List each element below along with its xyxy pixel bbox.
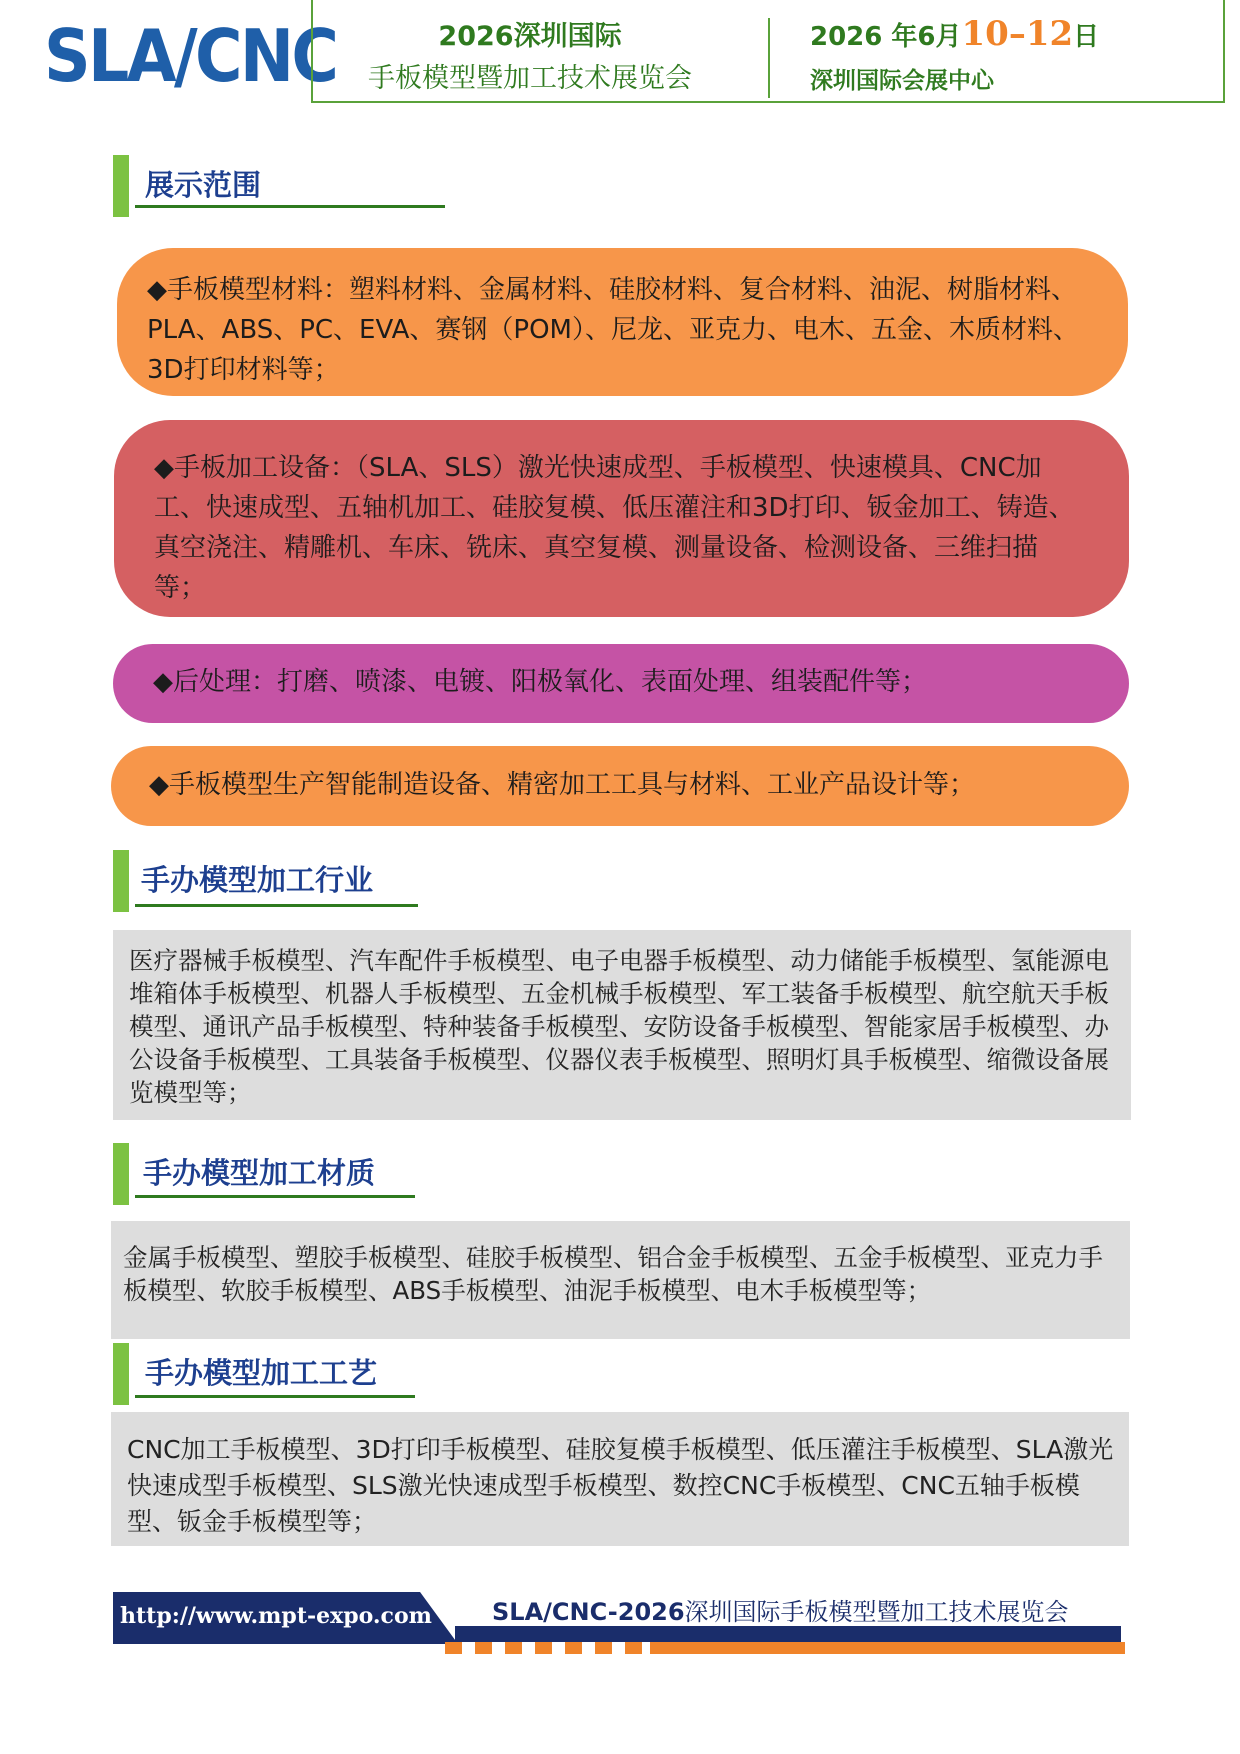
header-divider [768,18,770,98]
scope-item-materials: ◆手板模型材料：塑料材料、金属材料、硅胶材料、复合材料、油泥、树脂材料、PLA、ABS、PC、EVA、赛钢（POM）、尼龙、亚克力、电木、五金、木质材料、3D打印材料等； [117,248,1128,396]
expo-date [810,14,1099,54]
footer-orange-squares [445,1642,1125,1654]
heading-underline [135,1195,415,1198]
heading-accent-bar [113,1343,129,1405]
heading-underline [135,904,418,907]
section-title: 展示范围 [145,168,262,202]
section-title: 手办模型加工材质 [143,1156,376,1190]
date-prefix: 2026 年6月 [810,22,962,52]
footer-square [445,1642,462,1654]
footer-url[interactable]: http://www.mpt-expo.com [120,1603,432,1629]
footer-square [625,1642,642,1654]
process-content: CNC加工手板模型、3D打印手板模型、硅胶复模手板模型、低压灌注手板模型、SLA激光快速成型手板模型、SLS激光快速成型手板模型、数控CNC手板模型、CNC五轴手板模型、钣金手板模型等； [111,1412,1129,1546]
footer-square [535,1642,552,1654]
expo-title-line1: 2026深圳国际 [438,21,622,52]
heading-accent-bar [113,850,129,912]
scope-item-equipment: ◆手板加工设备：（SLA、SLS）激光快速成型、手板模型、快速模具、CNC加工、快速成型、五轴机加工、硅胶复模、低压灌注和3D打印、钣金加工、铸造、真空浇注、精雕机、车床、铣床、真空复模、测量设备、检测设备、三维扫描等； [114,420,1129,617]
heading-underline [135,205,445,208]
footer-title-rest: 深圳国际手板模型暨加工技术展览会 [684,1598,1069,1626]
material-content: 金属手板模型、塑胶手板模型、硅胶手板模型、铝合金手板模型、五金手板模型、亚克力手板模型、软胶手板模型、ABS手板模型、油泥手板模型、电木手板模型等； [111,1221,1130,1339]
date-suffix: 日 [1073,22,1100,52]
scope-item-smart-manufacturing: ◆手板模型生产智能制造设备、精密加工工具与材料、工业产品设计等； [111,746,1129,826]
section-heading-industry [113,850,433,912]
section-heading-scope [113,155,343,217]
footer-square [505,1642,522,1654]
section-title: 手办模型加工工艺 [145,1356,378,1390]
expo-title-line2: 手板模型暨加工技术展览会 [368,63,692,94]
industry-content: 医疗器械手板模型、汽车配件手板模型、电子电器手板模型、动力储能手板模型、氢能源电堆箱体手板模型、机器人手板模型、五金机械手板模型、军工装备手板模型、航空航天手板模型、通讯产品手板模型、特种装备手板模型、安防设备手板模型、智能家居手板模型、办公设备手板模型、工具装备手板模型、仪器仪表手板模型、照明灯具手板模型、缩微设备展览模型等； [113,930,1131,1120]
section-heading-process [113,1343,433,1405]
date-days: 10–12 [961,14,1074,54]
footer-orange-strip [650,1642,1125,1654]
section-heading-material [113,1143,433,1205]
scope-item-post-processing: ◆后处理：打磨、喷漆、电镀、阳极氧化、表面处理、组装配件等； [113,644,1129,723]
section-title: 手办模型加工行业 [141,863,374,897]
footer-title [492,1592,1069,1627]
heading-underline [135,1395,415,1398]
footer-title-brand: SLA/CNC-2026 [492,1598,685,1626]
logo: SLA/CNC [44,14,337,98]
expo-venue: 深圳国际会展中心 [810,68,994,94]
footer-square [595,1642,612,1654]
footer-square [565,1642,582,1654]
footer-navy-bar [455,1626,1121,1642]
heading-accent-bar [113,1143,129,1205]
heading-accent-bar [113,155,129,217]
footer-square [475,1642,492,1654]
